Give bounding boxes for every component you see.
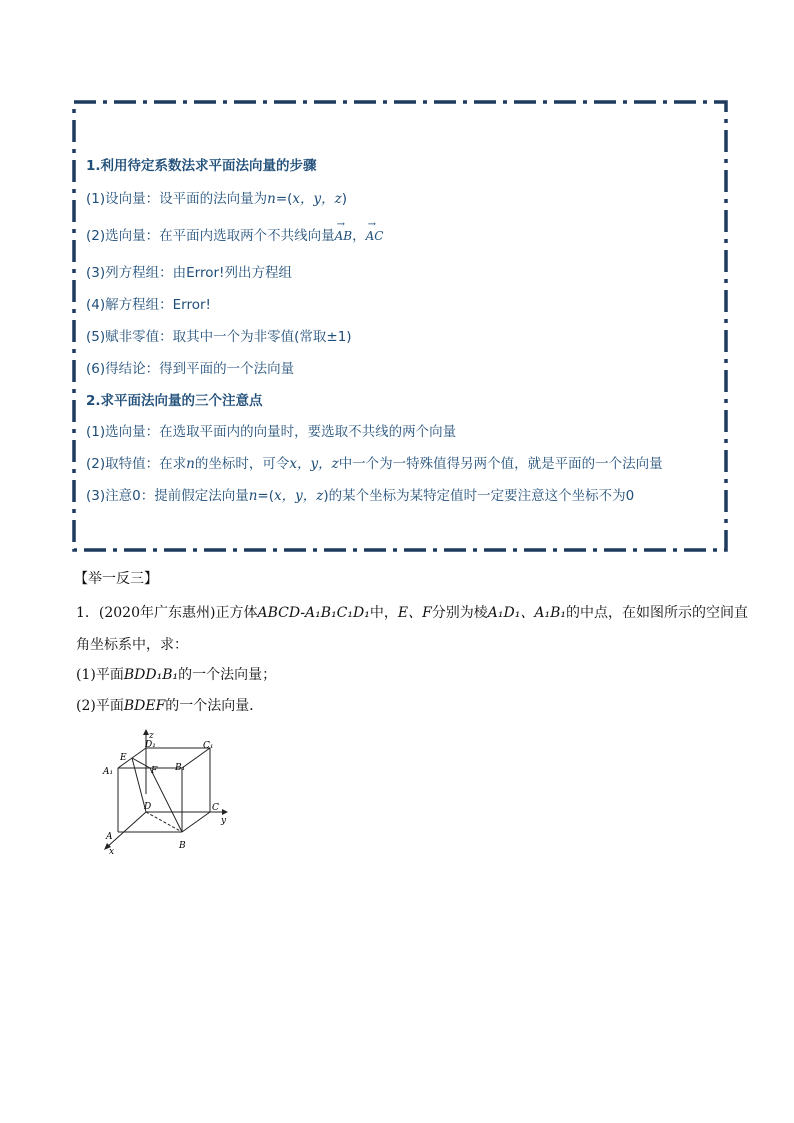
step-3: (3)列方程组：由Error!列出方程组 — [86, 265, 292, 281]
question-2: (2)平面BDEF的一个法向量． — [76, 698, 264, 714]
step-5: (5)赋非零值：取其中一个为非零值(常取±1) — [86, 329, 352, 345]
label-z: z — [149, 731, 154, 741]
x-axis — [106, 812, 146, 848]
note-1: (1)选向量：在选取平面内的向量时，要选取不共线的两个向量 — [86, 424, 457, 440]
note-2: (2)取特值：在求n的坐标时，可令x，y，z中一个为一特殊值得另两个值，就是平面的一个法向量 — [86, 456, 663, 472]
vector-ab: → AB — [335, 229, 352, 243]
label-x: x — [109, 847, 115, 857]
edge-b-c — [182, 812, 210, 832]
edge-f-b — [150, 768, 182, 832]
edge-c1-b1 — [182, 748, 210, 768]
step-6: (6)得结论：得到平面的一个法向量 — [86, 361, 295, 377]
problem-line-1: 1．(2020年广东惠州)正方体ABCD-A₁B₁C₁D₁中，E、F分别为棱A₁D₁、A₁B₁的中点，在如图所示的空间直 — [76, 605, 748, 621]
label-c: C — [212, 803, 219, 813]
section-title: 【举一反三】 — [74, 571, 158, 587]
label-f: F — [151, 766, 158, 776]
summary-box — [72, 100, 728, 552]
label-e: E — [120, 753, 127, 763]
label-d: D — [144, 802, 152, 812]
cube-figure — [102, 728, 237, 858]
heading-steps: 1.利用待定系数法求平面法向量的步骤 — [86, 158, 317, 174]
vector-ac: → AC — [366, 229, 384, 243]
label-b1: B₁ — [175, 763, 186, 773]
step-4: (4)解方程组：Error! — [86, 297, 211, 313]
label-b: B — [179, 841, 186, 851]
y-arrow — [222, 809, 228, 815]
label-d1: D₁ — [145, 740, 156, 750]
step-2: (2)选向量：在平面内选取两个不共线向量→ AB，→ AC — [86, 224, 383, 244]
label-a1: A₁ — [103, 767, 114, 777]
step-1: (1)设向量：设平面的法向量为n=(x，y，z) — [86, 191, 348, 207]
label-a: A — [106, 832, 113, 842]
question-1: (1)平面BDD₁B₁的一个法向量； — [76, 667, 277, 683]
label-c1: C₁ — [203, 741, 214, 751]
label-y: y — [221, 816, 227, 826]
heading-notes: 2.求平面法向量的三个注意点 — [86, 393, 263, 409]
problem-line-2: 角坐标系中，求： — [76, 637, 188, 653]
note-3: (3)注意0：提前假定法向量n=(x，y，z)的某个坐标为某特定值时一定要注意这个坐标不为0 — [86, 488, 635, 504]
